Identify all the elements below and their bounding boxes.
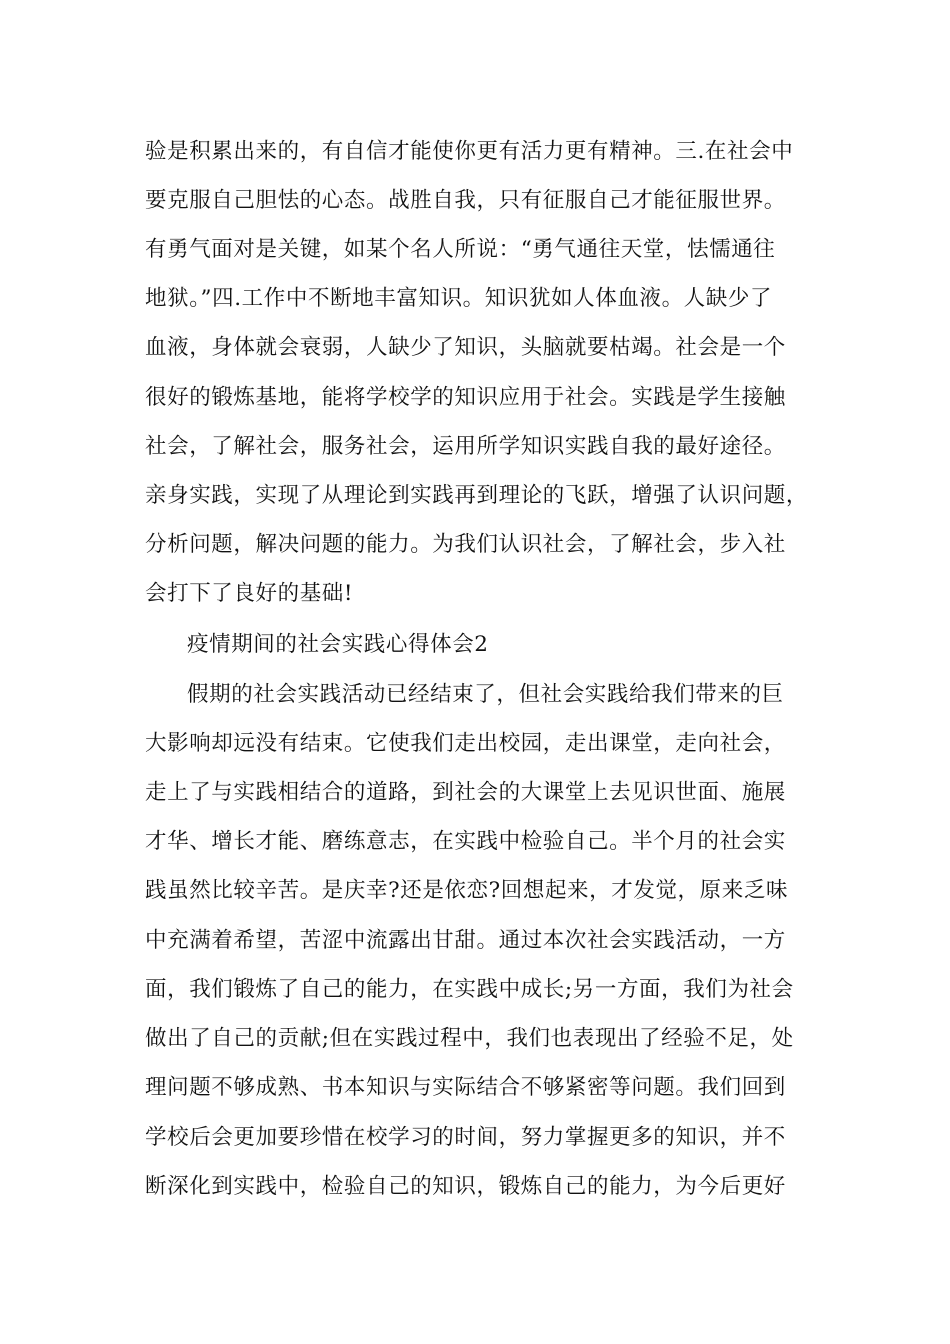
paragraph-2-line-1: 假期的社会实践活动已经结束了，但社会实践给我们带来的巨 bbox=[187, 682, 784, 707]
paragraph-2-line-5: 践虽然比较辛苦。是庆幸?还是依恋?回想起来，才发觉，原来乏味 bbox=[145, 878, 789, 903]
paragraph-2-line-7: 面，我们锻炼了自己的能力，在实践中成长;另一方面，我们为社会 bbox=[145, 977, 794, 1002]
paragraph-1-line-6: 很好的锻炼基地，能将学校学的知识应用于社会。实践是学生接触 bbox=[145, 385, 786, 410]
paragraph-1-line-2: 要克服自己胆怯的心态。战胜自我，只有征服自己才能征服世界。 bbox=[145, 188, 786, 213]
paragraph-2-line-10: 学校后会更加要珍惜在校学习的时间，努力掌握更多的知识，并不 bbox=[145, 1125, 786, 1150]
paragraph-2-line-9: 理问题不够成熟、书本知识与实际结合不够紧密等问题。我们回到 bbox=[145, 1075, 786, 1100]
paragraph-1-line-1: 验是积累出来的，有自信才能使你更有活力更有精神。三.在社会中 bbox=[145, 139, 794, 164]
paragraph-2-line-8: 做出了自己的贡献;但在实践过程中，我们也表现出了经验不足，处 bbox=[145, 1026, 794, 1051]
paragraph-1-line-7: 社会，了解社会，服务社会，运用所学知识实践自我的最好途径。 bbox=[145, 434, 786, 459]
paragraph-2-line-6: 中充满着希望，苦涩中流露出甘甜。通过本次社会实践活动，一方 bbox=[145, 928, 786, 953]
paragraph-1-line-3: 有勇气面对是关键，如某个名人所说：“勇气通往天堂，怯懦通往 bbox=[145, 237, 776, 262]
paragraph-2-line-11: 断深化到实践中，检验自己的知识，锻炼自己的能力，为今后更好 bbox=[145, 1174, 786, 1199]
paragraph-2-line-3: 走上了与实践相结合的道路，到社会的大课堂上去见识世面、施展 bbox=[145, 780, 786, 805]
section-heading: 疫情期间的社会实践心得体会2 bbox=[187, 632, 489, 657]
paragraph-2-line-2: 大影响却远没有结束。它使我们走出校园，走出课堂，走向社会， bbox=[145, 731, 786, 756]
paragraph-1-line-9: 分析问题，解决问题的能力。为我们认识社会，了解社会，步入社 bbox=[145, 532, 786, 557]
paragraph-1-line-4: 地狱。”四.工作中不断地丰富知识。知识犹如人体血液。人缺少了 bbox=[145, 286, 773, 311]
paragraph-1-line-8: 亲身实践，实现了从理论到实践再到理论的飞跃，增强了认识问题， bbox=[145, 483, 809, 508]
paragraph-1-line-10: 会打下了良好的基础! bbox=[145, 581, 354, 606]
paragraph-2-line-4: 才华、增长才能、磨练意志，在实践中检验自己。半个月的社会实 bbox=[145, 829, 786, 854]
paragraph-1-line-5: 血液，身体就会衰弱，人缺少了知识，头脑就要枯竭。社会是一个 bbox=[145, 335, 786, 360]
